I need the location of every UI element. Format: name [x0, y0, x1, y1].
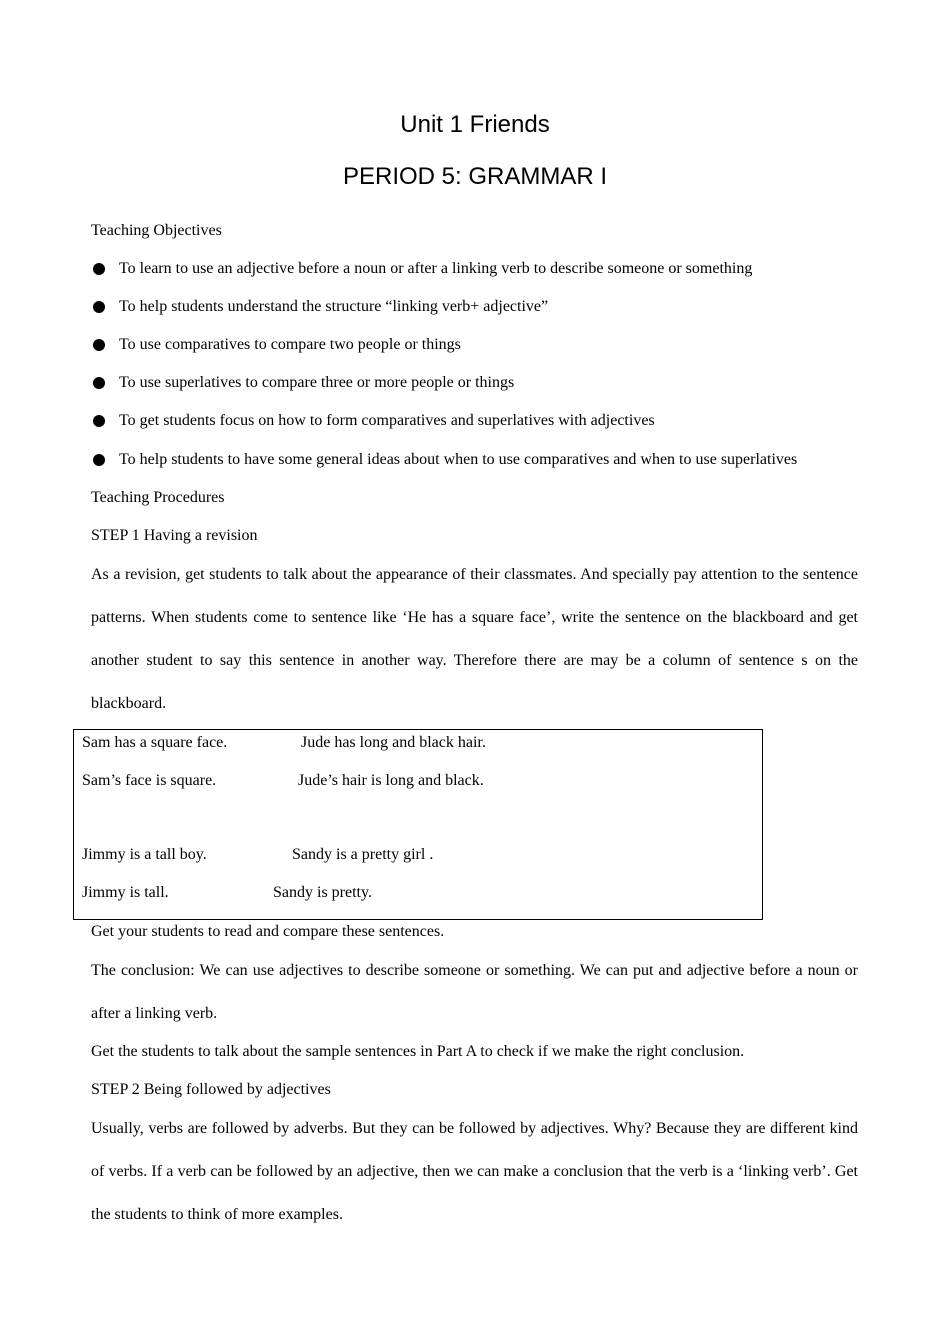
objectives-heading: Teaching Objectives [91, 222, 222, 239]
objective-item: To help students to have some general ideas about when to use comparatives and when to use superlatives [119, 451, 798, 468]
example-sentence: Jude has long and black hair. [301, 734, 486, 751]
example-sentence: Sam has a square face. [82, 734, 228, 751]
bullet-icon [93, 263, 105, 275]
unit-title: Unit 1 Friends [400, 111, 550, 138]
bullet-icon [93, 415, 105, 427]
procedures-heading: Teaching Procedures [91, 489, 225, 506]
example-sentence: Jimmy is tall. [82, 884, 169, 901]
bullet-icon [93, 301, 105, 313]
bullet-icon [93, 377, 105, 389]
conclusion-paragraph: The conclusion: We can use adjectives to describe someone or something. We can put and adjective before a noun or after a linking verb. [91, 962, 858, 1022]
example-sentences-box [73, 729, 763, 920]
bullet-icon [93, 339, 105, 351]
period-title: PERIOD 5: GRAMMAR I [342, 163, 608, 190]
bullet-icon [93, 454, 105, 466]
objective-item: To help students understand the structure “linking verb+ adjective” [119, 298, 549, 315]
compare-instruction: Get your students to read and compare these sentences. [91, 923, 445, 940]
objective-item: To get students focus on how to form comparatives and superlatives with adjectives [119, 412, 655, 429]
objective-item: To learn to use an adjective before a noun or after a linking verb to describe someone or something [119, 260, 753, 277]
step2-paragraph: Usually, verbs are followed by adverbs. But they can be followed by adjectives. Why? Because they are different kind of verbs. If a verb can be followed by an adjective, then we can make a conclusion that the verb is a ‘linking verb’. Get the students to think of more examples. [91, 1120, 858, 1223]
objective-item: To use comparatives to compare two people or things [119, 336, 461, 353]
example-sentence: Sam’s face is square. [82, 772, 217, 789]
step1-heading: STEP 1 Having a revision [91, 527, 258, 544]
example-sentence: Jude’s hair is long and black. [298, 772, 484, 789]
step2-heading: STEP 2 Being followed by adjectives [91, 1081, 331, 1098]
objective-item: To use superlatives to compare three or more people or things [119, 374, 515, 391]
example-sentence: Sandy is a pretty girl . [292, 846, 434, 863]
step1-paragraph: As a revision, get students to talk about the appearance of their classmates. And specially pay attention to the sentence patterns. When students come to sentence like ‘He has a square face’, write the sentence on the blackboard and get another student to say this sentence in another way. Therefore there are may be a column of sentence s on the blackboard. [91, 566, 858, 712]
check-instruction: Get the students to talk about the sample sentences in Part A to check if we make the right conclusion. [91, 1043, 745, 1060]
example-sentence: Jimmy is a tall boy. [82, 846, 207, 863]
example-sentence: Sandy is pretty. [273, 884, 372, 901]
